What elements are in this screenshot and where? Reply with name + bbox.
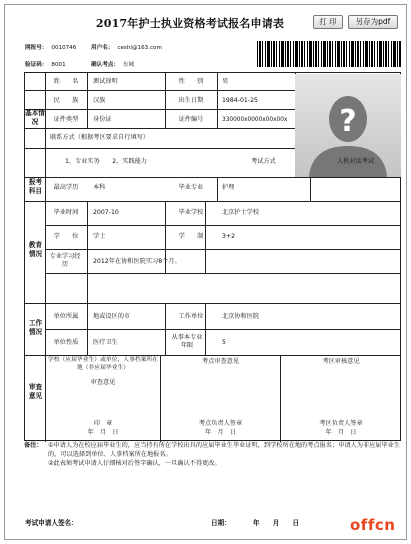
save-as-pdf-button[interactable]: 另存为pdf [348,15,398,29]
grad-time-label: 毕业时间 [53,209,79,216]
degree-value: 学士 [93,233,106,240]
section-education: 教育情况 [28,241,43,258]
gender-label: 性 别 [178,78,204,85]
exam-subjects: 1、专业实务 2、实践能力 [65,158,148,165]
school-value: 北京护士学校 [222,209,260,216]
major-value: 护理 [222,184,235,191]
review-site-title: 考点审查意见 [201,358,240,365]
confirm-site: 确认考点： 东城 [91,62,135,68]
ethnicity-label: 民 族 [53,97,79,104]
id-no-label: 证件编号 [178,116,204,123]
notes [24,441,401,468]
offcn-watermark: offcn [350,516,396,534]
review-school-seal: 印 章 [93,420,113,427]
id-no-value: 330000x0000x00x00x [222,117,288,123]
contact-label: 联系方式（根据考区要求自行填写） [50,134,149,141]
school-label: 毕业学校 [178,209,204,216]
birth-value: 1984-01-25 [222,97,258,104]
internship-value: 2012年在协和医院实习8个月。 [93,258,181,265]
footer-date-value: 年 月 日 [253,519,300,527]
degree-label: 学 位 [53,233,79,240]
name-value: 测试徐明 [93,78,118,85]
workplace-label: 工作单位 [178,313,204,320]
section-exam-subjects: 报考科目 [28,178,43,195]
unit-location-label: 单位所属 [53,313,79,320]
signature-label: 考试申请人签名： [25,519,78,527]
review-school-subtitle: 审查意见 [90,379,116,386]
form-title: 2017年护士执业资格考试报名申请表 [95,17,285,30]
section-work: 工作情况 [28,319,43,336]
section-basic: 基本情况 [25,109,45,126]
verify-code: 验证码： 8001 [25,62,66,68]
review-site-date: 年 月 日 [205,429,236,436]
name-label: 姓 名 [53,78,79,85]
form-table [24,72,401,441]
notes-line-1: ①申请人为在校应届毕业生的，应当持有所在学校出具的应届毕业生毕业证明，到学校所在地的考点报名；申请人为非应届毕业生的，可以选择到单位、人事档案所在地报名。 [48,442,401,458]
notes-line-2: ②此表须考试申请人仔细核对后签字确认，一旦确认不得更改。 [48,460,221,467]
id-type-value: 身份证 [93,116,112,123]
work-years-label: 从事本专业年限 [171,334,203,349]
major-label: 毕业专业 [178,184,204,191]
birth-label: 出生日期 [178,97,204,104]
years-value: 3+2 [222,233,236,240]
print-button[interactable]: 打 印 [313,15,343,29]
reg-no: 网报号： 0010746 [25,45,77,51]
unit-location-value: 地或设区的市 [93,313,131,320]
username: 用户名： ceshi@163.com [91,45,162,51]
svg-text:?: ? [339,104,357,139]
exam-method-value: 人机对话考试 [336,158,375,165]
id-type-label: 证件类型 [53,116,79,123]
review-region-sign: 考区负责人签章 [319,420,363,427]
application-form-page [4,4,407,540]
footer-date-label: 日期： [211,519,231,527]
review-region-date: 年 月 日 [325,429,357,436]
grad-time-value: 2007-10 [93,209,119,216]
review-site-sign: 考点负责人签章 [198,420,243,427]
degree-level-label: 最高学历 [53,184,79,191]
unit-type-label: 单位性质 [53,339,79,346]
section-review: 审查意见 [28,383,43,400]
notes-label: 备注： [24,442,43,449]
work-years-value: 5 [222,339,226,346]
internship-label: 专业学习经历 [49,253,81,268]
ethnicity-value: 汉族 [93,97,106,104]
years-label: 学 制 [178,233,204,240]
exam-method-label: 考试方式 [251,158,276,165]
review-school-date: 年 月 日 [87,429,119,436]
unit-type-value: 医疗卫生 [93,339,118,346]
barcode [257,41,401,67]
review-school-title: 学校（应届毕业生）或单位、人事档案所在地（非应届毕业生） [47,357,159,371]
degree-level-value: 本科 [93,184,106,191]
review-region-title: 考区审核意见 [322,358,360,365]
gender-value: 男 [222,78,229,85]
workplace-value: 北京协和医院 [222,313,260,320]
